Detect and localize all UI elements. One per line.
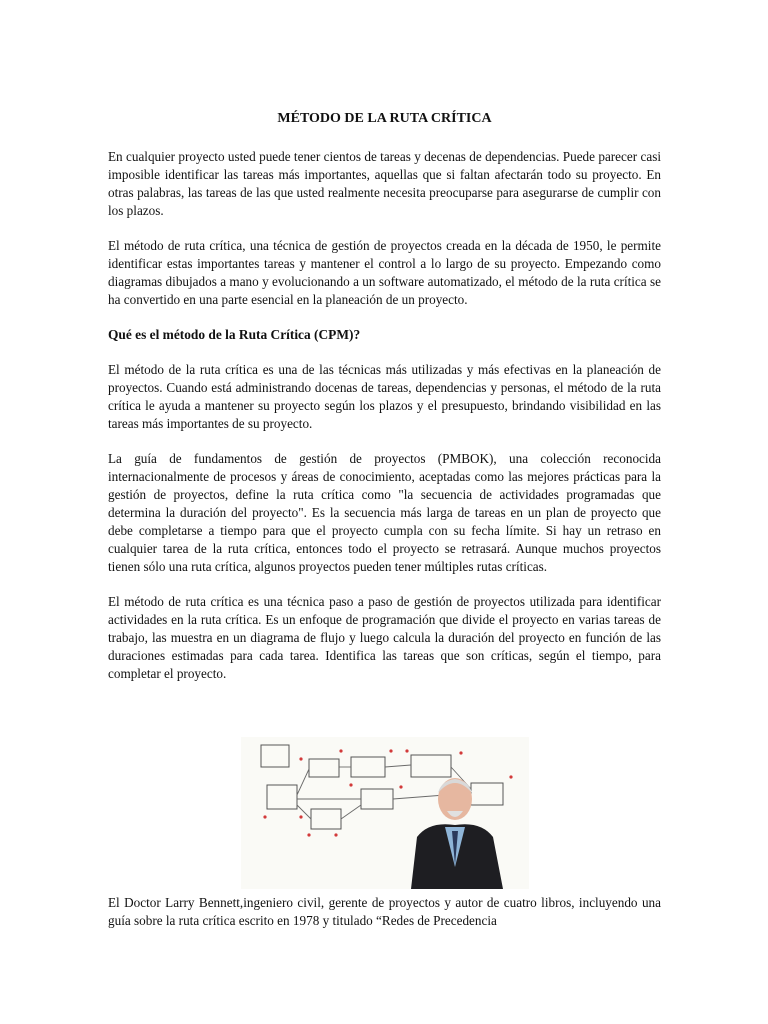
section-heading: Qué es el método de la Ruta Crítica (CPM)?	[108, 327, 361, 342]
paragraph-history: El método de ruta crítica, una técnica de gestión de proyectos creada en la década de 1950, le permite identificar estas importantes tareas y mantener el control a lo largo de su proyecto. Empezando como diagramas dibujados a mano y evolucionando a un software automatizado, el método de la ruta crítica se ha convertido en una parte esencial en la planeación de un proyecto.	[108, 238, 661, 307]
paragraph-cpm-definition: El método de la ruta crítica es una de las técnicas más utilizadas y más efectivas en la planeación de proyectos. Cuando está administrando docenas de tareas, dependencias y personas, el método de la ruta crítica le ayuda a mantener su proyecto según los plazos y el presupuesto, brindando visibilidad en las tareas más importantes de su proyecto.	[108, 362, 661, 431]
paragraph-technique: El método de ruta crítica es una técnica paso a paso de gestión de proyectos utilizada para identificar actividades en la ruta crítica. Es un enfoque de programación que divide el proyecto en varias tareas de trabajo, las muestra en un diagrama de flujo y luego calcula la duración del proyecto en función de las duraciones estimadas para cada tarea. Identifica las tareas que son críticas, según el tiempo, para completar el proyecto.	[108, 594, 661, 681]
photo-caption: El Doctor Larry Bennett,ingeniero civil, gerente de proyectos y autor de cuatro libros, incluyendo una guía sobre la ruta crítica escrito en 1978 y titulado “Redes de Precedencia	[108, 895, 661, 928]
document-title: MÉTODO DE LA RUTA CRÍTICA	[277, 111, 492, 126]
photo-larry-bennett-whiteboard	[241, 737, 529, 889]
paragraph-intro: En cualquier proyecto usted puede tener cientos de tareas y decenas de dependencias. Puede parecer casi imposible identificar las tareas más importantes, aquellas que si faltan afectarán todo su proyecto. En otras palabras, las tareas de las que usted realmente necesita preocuparse para asegurarse de cumplir con los plazos.	[108, 149, 661, 218]
whiteboard-diagram-illustration	[241, 737, 529, 889]
document-body	[108, 110, 661, 700]
paragraph-pmbok: La guía de fundamentos de gestión de proyectos (PMBOK), una colección reconocida internacionalmente de procesos y áreas de conocimiento, aceptadas como las mejores prácticas para la gestión de proyectos, define la ruta crítica como "la secuencia de actividades programadas que determina la duración del proyecto". Es la secuencia más larga de tareas en un plan de proyecto que debe completarse a tiempo para que el proyecto cumpla con su fecha límite. Si hay un retraso en cualquier tarea de la ruta crítica, entonces todo el proyecto se retrasará. Aunque muchos proyectos tienen sólo una ruta crítica, algunos proyectos pueden tener múltiples rutas críticas.	[108, 451, 661, 574]
